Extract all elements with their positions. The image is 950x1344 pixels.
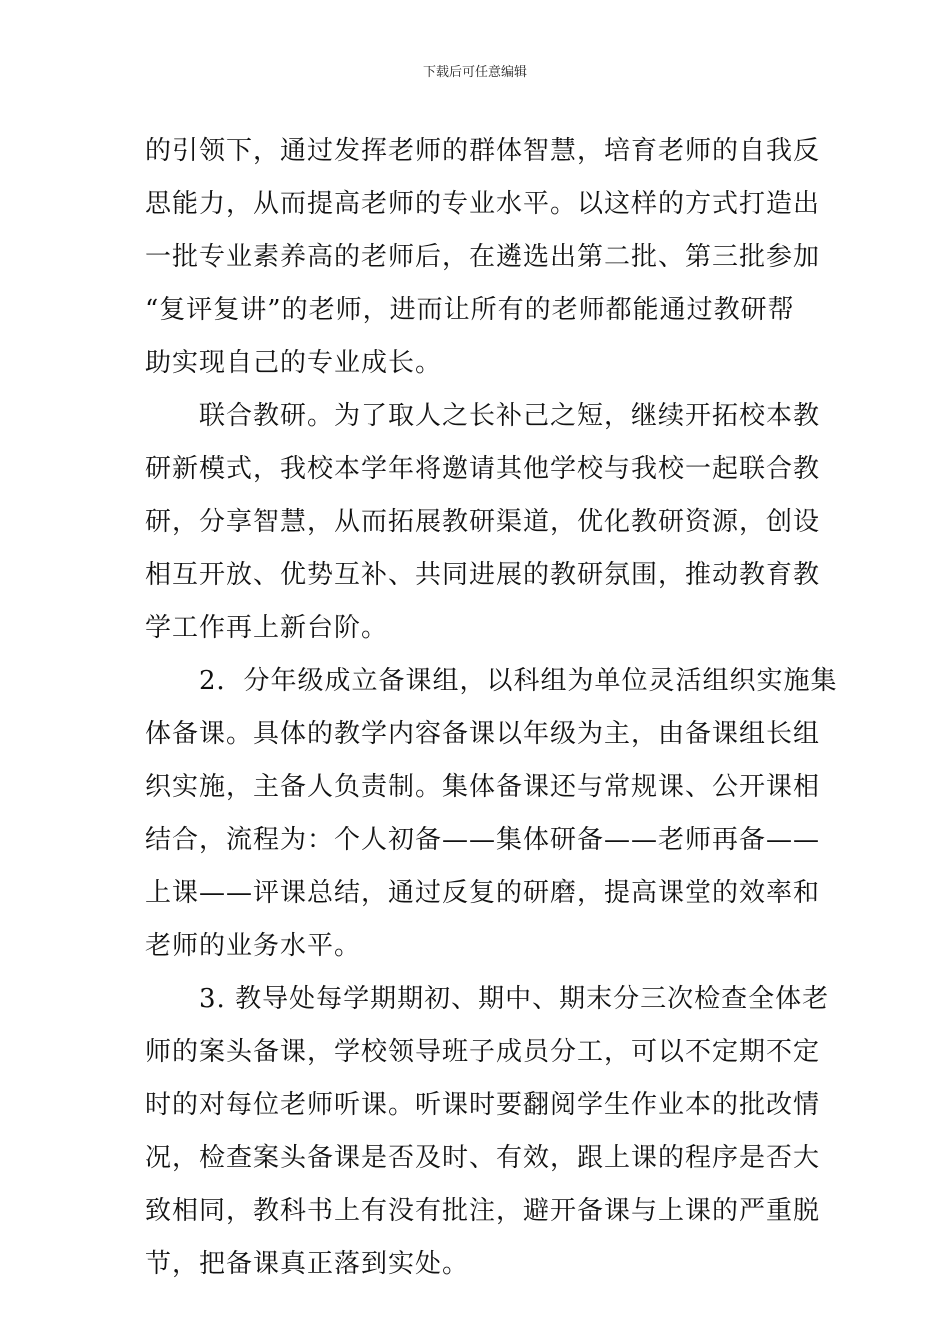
text-line: 时的对每位老师听课。听课时要翻阅学生作业本的批改情 [145,1090,821,1120]
text-line: 联合教研。为了取人之长补己之短，继续开拓校本教 [145,401,821,431]
text-line: 的引领下，通过发挥老师的群体智慧，培育老师的自我反 [145,136,821,166]
text-line: 体备课。具体的教学内容备课以年级为主，由备课组长组 [145,719,821,749]
text-line: 思能力，从而提高老师的专业水平。以这样的方式打造出 [145,189,821,219]
document-body [145,125,838,1291]
text-line: 研新模式，我校本学年将邀请其他学校与我校一起联合教 [145,454,821,484]
text-line: “复评复讲”的老师，进而让所有的老师都能通过教研帮 [145,295,795,325]
text-line: 结合，流程为：个人初备——集体研备——老师再备—— [145,825,821,855]
text-line: 一批专业素养高的老师后，在遴选出第二批、第三批参加 [145,242,821,272]
text-line: 助实现自己的专业成长。 [145,348,443,378]
text-line: 老师的业务水平。 [145,931,362,961]
text-line: 节，把备课真正落到实处。 [145,1249,470,1279]
text-line: 织实施，主备人负责制。集体备课还与常规课、公开课相 [145,772,821,802]
text-line: 2．分年级成立备课组，以科组为单位灵活组织实施集 [145,666,838,696]
text-line: 3. 教导处每学期期初、期中、期末分三次检查全体老 [145,984,830,1014]
text-line: 师的案头备课，学校领导班子成员分工，可以不定期不定 [145,1037,821,1067]
page-header: 下载后可任意编辑 [422,65,527,80]
text-line: 况，检查案头备课是否及时、有效，跟上课的程序是否大 [145,1143,821,1173]
text-line: 致相同，教科书上有没有批注，避开备课与上课的严重脱 [145,1196,821,1226]
text-line: 上课——评课总结，通过反复的研磨，提高课堂的效率和 [145,878,821,908]
text-line: 相互开放、优势互补、共同进展的教研氛围，推动教育教 [145,560,821,590]
text-line: 学工作再上新台阶。 [145,613,389,643]
text-line: 研，分享智慧，从而拓展教研渠道，优化教研资源，创设 [145,507,821,537]
